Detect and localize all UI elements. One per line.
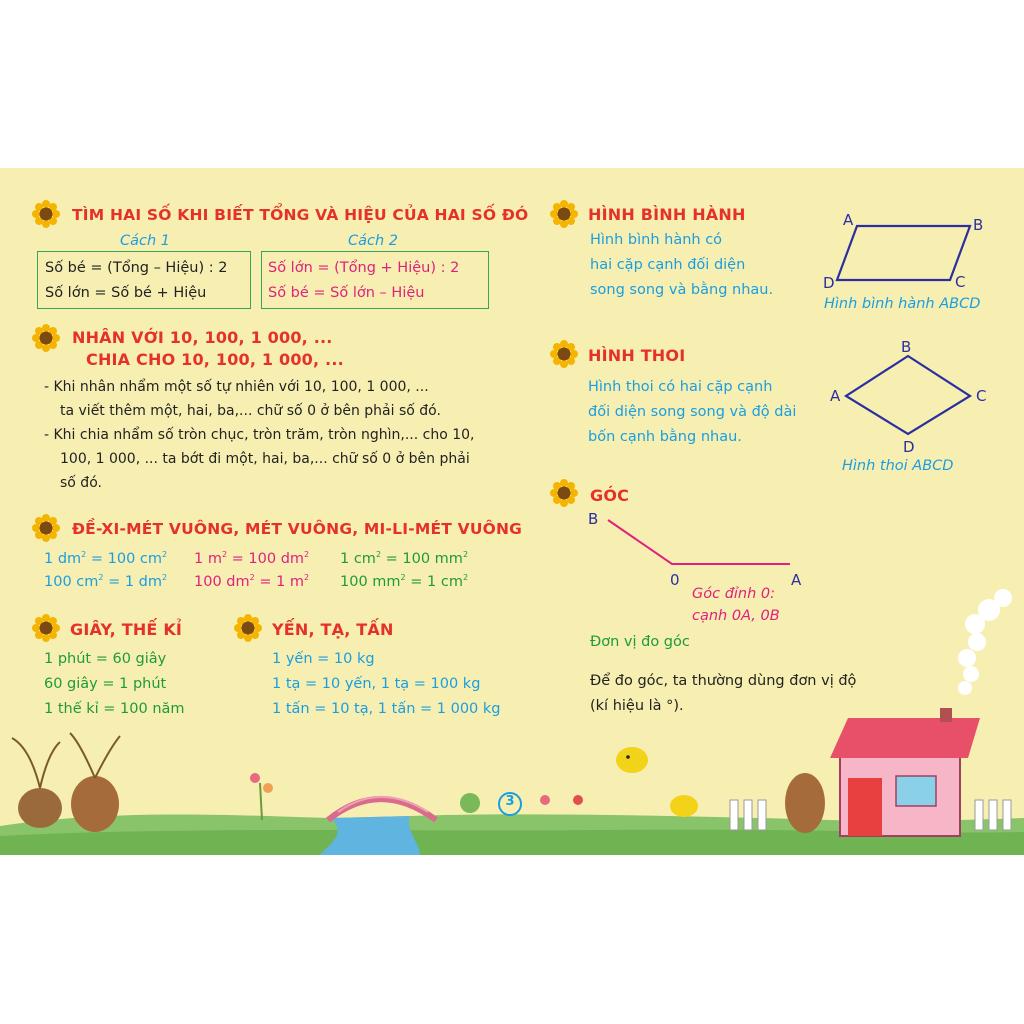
vertex-label-c: C xyxy=(955,273,966,291)
way2-line1: Số lớn = (Tổng + Hiệu) : 2 xyxy=(268,260,460,276)
way1-line2: Số lớn = Số bé + Hiệu xyxy=(45,285,207,301)
vertex-label-d: D xyxy=(903,438,915,456)
way1-label: Cách 1 xyxy=(120,233,171,249)
angle-unit-line: (kí hiệu là °). xyxy=(590,698,684,714)
section-title-rhombus: HÌNH THOI xyxy=(588,346,686,365)
section-title-sum-difference: TÌM HAI SỐ KHI BIẾT TỔNG VÀ HIỆU CỦA HAI SỐ ĐÓ xyxy=(72,206,529,224)
parallelogram-desc: song song và bằng nhau. xyxy=(590,282,774,298)
area-conversion: 1 $cm^2 = 100$ $mm^2$ xyxy=(340,550,469,567)
rule-line: ta viết thêm một, hai, ba,... chữ số 0 ở bên phải số đó. xyxy=(60,403,441,419)
vertex-label-a: A xyxy=(830,387,841,405)
sunflower-icon xyxy=(32,324,60,352)
book-page xyxy=(0,168,1024,855)
vertex-label-d: D xyxy=(823,274,835,292)
sunflower-icon xyxy=(550,340,578,368)
rhombus-caption: Hình thoi ABCD xyxy=(842,458,954,474)
rhombus-diagram xyxy=(820,338,1000,458)
section-title-multiply: NHÂN VỚI 10, 100, 1 000, ... xyxy=(72,328,333,347)
rhombus-desc: Hình thoi có hai cặp cạnh xyxy=(588,379,773,395)
section-title-parallelogram: HÌNH BÌNH HÀNH xyxy=(588,205,746,224)
mass-conversion: 1 tạ = 10 yến, 1 tạ = 100 kg xyxy=(272,676,481,692)
angle-caption: cạnh 0A, 0B xyxy=(692,608,780,624)
way2-line2: Số bé = Số lớn – Hiệu xyxy=(268,285,425,301)
area-conversion: 100 $dm^2 = 1$ $m^2$ xyxy=(194,573,310,590)
area-conversion: 1 $dm^2 = 100$ $cm^2$ xyxy=(44,550,168,567)
angle-label-b: B xyxy=(588,510,599,528)
vertex-label-b: B xyxy=(973,216,984,234)
parallelogram-caption: Hình bình hành ABCD xyxy=(824,296,981,312)
vertex-label-a: A xyxy=(843,211,854,229)
angle-unit-line: Để đo góc, ta thường dùng đơn vị độ xyxy=(590,673,857,689)
sunflower-icon xyxy=(32,200,60,228)
angle-caption: Góc đỉnh 0: xyxy=(692,586,776,602)
section-title-area-units: ĐỀ-XI-MÉT VUÔNG, MÉT VUÔNG, MI-LI-MÉT VUÔNG xyxy=(72,520,523,538)
time-conversion: 1 phút = 60 giây xyxy=(44,651,167,667)
vertex-label-b: B xyxy=(901,338,912,356)
sunflower-icon xyxy=(32,514,60,542)
rule-line: số đó. xyxy=(60,475,102,491)
sunflower-icon xyxy=(550,200,578,228)
section-title-time-units: GIÂY, THẾ KỈ xyxy=(70,620,183,639)
scenery-illustration xyxy=(0,708,1024,855)
mass-conversion: 1 yến = 10 kg xyxy=(272,651,375,667)
area-conversion: 100 $mm^2 = 1$ $cm^2$ xyxy=(340,573,469,590)
mass-conversion: 1 tấn = 10 tạ, 1 tấn = 1 000 kg xyxy=(272,701,501,717)
angle-unit-title: Đơn vị đo góc xyxy=(590,634,690,650)
way2-label: Cách 2 xyxy=(348,233,399,249)
time-conversion: 60 giây = 1 phút xyxy=(44,676,167,692)
rule-line: - Khi chia nhẩm số tròn chục, tròn trăm, tròn nghìn,... cho 10, xyxy=(44,427,475,443)
angle-diagram xyxy=(580,506,820,586)
sunflower-icon xyxy=(234,614,262,642)
rule-line: - Khi nhân nhẩm một số tự nhiên với 10, 100, 1 000, ... xyxy=(44,379,429,395)
rhombus-desc: bốn cạnh bằng nhau. xyxy=(588,429,742,445)
parallelogram-diagram xyxy=(815,208,995,308)
area-conversion: 100 $cm^2 = 1$ $dm^2$ xyxy=(44,573,168,590)
way1-line1: Số bé = (Tổng – Hiệu) : 2 xyxy=(45,260,228,276)
sunflower-icon xyxy=(32,614,60,642)
parallelogram-desc: hai cặp cạnh đối diện xyxy=(590,257,746,273)
section-title-angle: GÓC xyxy=(590,486,630,505)
rhombus-desc: đối diện song song và độ dài xyxy=(588,404,797,420)
rule-line: 100, 1 000, ... ta bớt đi một, hai, ba,... chữ số 0 ở bên phải xyxy=(60,451,470,467)
area-conversion: 1 $m^2 = 100$ $dm^2$ xyxy=(194,550,310,567)
section-title-mass-units: YẾN, TẠ, TẤN xyxy=(272,620,394,639)
sunflower-icon xyxy=(550,479,578,507)
time-conversion: 1 thế kỉ = 100 năm xyxy=(44,701,185,717)
angle-label-a: A xyxy=(791,571,802,586)
vertex-label-c: C xyxy=(976,387,987,405)
chimney-smoke xyxy=(945,588,1015,708)
page-number: 3 xyxy=(505,794,515,809)
angle-label-o: 0 xyxy=(670,571,680,586)
parallelogram-desc: Hình bình hành có xyxy=(590,232,723,248)
section-title-divide: CHIA CHO 10, 100, 1 000, ... xyxy=(86,350,344,369)
